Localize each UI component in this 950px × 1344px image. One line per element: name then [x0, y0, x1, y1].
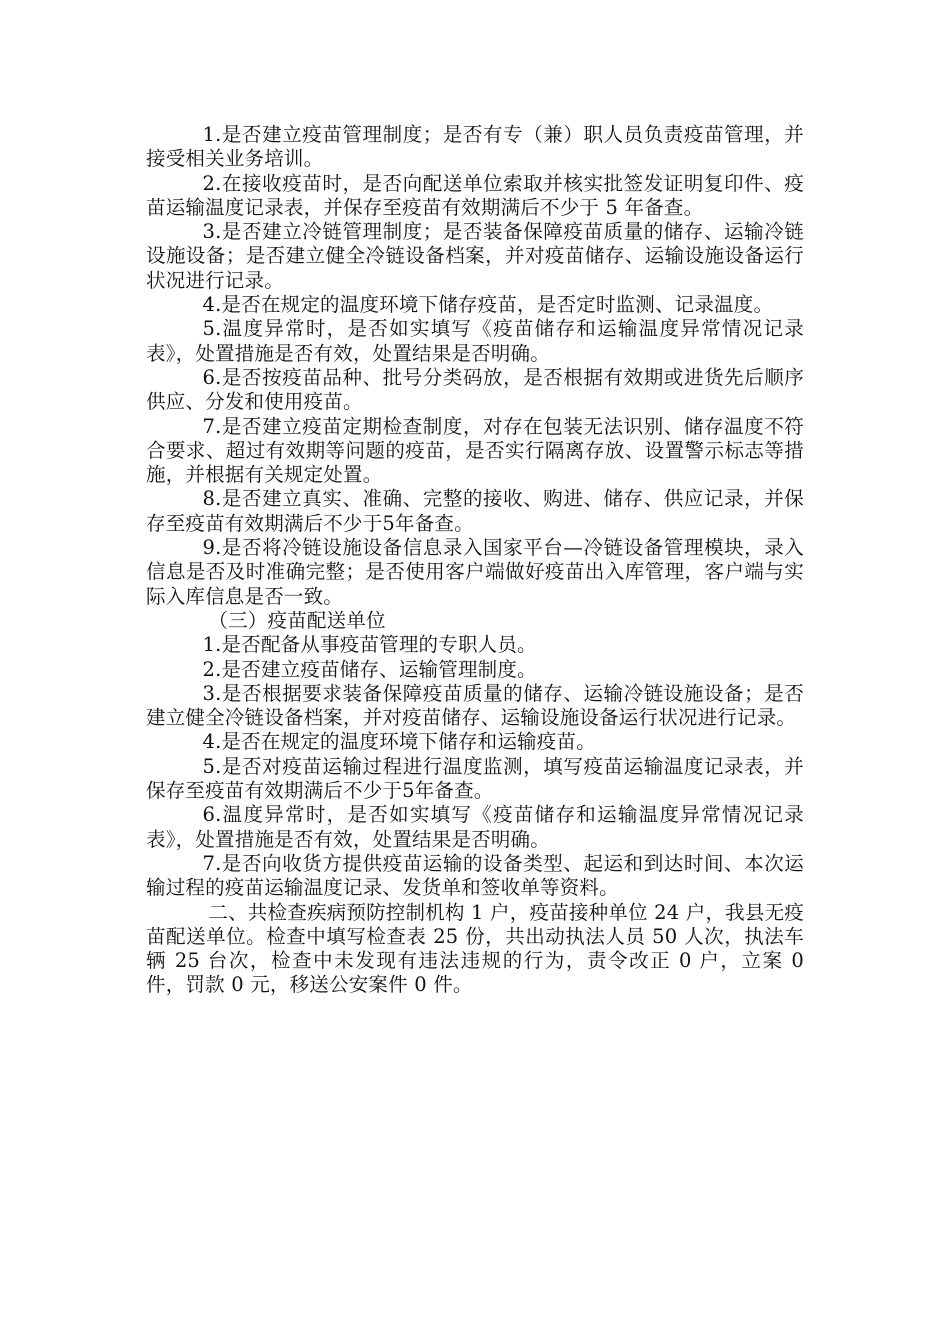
section-heading: （三）疫苗配送单位	[208, 608, 386, 632]
section-item-3: 3.是否根据要求装备保障疫苗质量的储存、运输冷链设施设备；是否建立健全冷链设备档案，并对疫苗储存、运输设施设备运行状况进行记录。	[146, 681, 804, 730]
paragraph-item-7: 7.是否建立疫苗定期检查制度，对存在包装无法识别、储存温度不符合要求、超过有效期等问题的疫苗，是否实行隔离存放、设置警示标志等措施，并根据有关规定处置。	[146, 414, 804, 487]
document-body	[146, 123, 804, 998]
paragraph-item-9: 9.是否将冷链设施设备信息录入国家平台—冷链设备管理模块，录入信息是否及时准确完整；是否使用客户端做好疫苗出入库管理，客户端与实际入库信息是否一致。	[146, 536, 804, 608]
paragraph-item-4: 4.是否在规定的温度环境下储存疫苗，是否定时监测、记录温度。	[202, 293, 774, 317]
paragraph-item-8: 8.是否建立真实、准确、完整的接收、购进、储存、供应记录，并保存至疫苗有效期满后不少于5年备查。	[146, 487, 804, 535]
section-item-5: 5.是否对疫苗运输过程进行温度监测，填写疫苗运输温度记录表，并保存至疫苗有效期满后不少于5年备查。	[146, 754, 804, 803]
summary-paragraph: 二、共检查疾病预防控制机构 1 户，疫苗接种单位 24 户，我县无疫苗配送单位。检查中填写检查表 25 份，共出动执法人员 50 人次，执法车辆 25 台次，检查中未发现有违法违规的行为，责令改正 0 户，立案 0 件，罚款 0 元，移送公安案件 0 件。	[146, 900, 804, 997]
section-item-2: 2.是否建立疫苗储存、运输管理制度。	[202, 657, 537, 681]
paragraph-item-1: 1.是否建立疫苗管理制度；是否有专（兼）职人员负责疫苗管理，并接受相关业务培训。	[146, 123, 804, 171]
section-item-6: 6.温度异常时，是否如实填写《疫苗储存和运输温度异常情况记录表》，处置措施是否有效，处置结果是否明确。	[146, 803, 804, 851]
section-item-1: 1.是否配备从事疫苗管理的专职人员。	[202, 633, 537, 657]
paragraph-item-5: 5.温度异常时，是否如实填写《疫苗储存和运输温度异常情况记录表》，处置措施是否有效，处置结果是否明确。	[146, 317, 804, 365]
section-item-7: 7.是否向收货方提供疫苗运输的设备类型、起运和到达时间、本次运输过程的疫苗运输温度记录、发货单和签收单等资料。	[146, 851, 804, 900]
paragraph-item-3: 3.是否建立冷链管理制度；是否装备保障疫苗质量的储存、运输冷链设施设备；是否建立健全冷链设备档案，并对疫苗储存、运输设施设备运行状况进行记录。	[146, 220, 804, 292]
paragraph-item-6: 6.是否按疫苗品种、批号分类码放，是否根据有效期或进货先后顺序供应、分发和使用疫苗。	[146, 365, 804, 414]
paragraph-item-2: 2.在接收疫苗时，是否向配送单位索取并核实批签发证明复印件、疫苗运输温度记录表，并保存至疫苗有效期满后不少于 5 年备查。	[146, 171, 804, 219]
section-item-4: 4.是否在规定的温度环境下储存和运输疫苗。	[202, 730, 596, 754]
